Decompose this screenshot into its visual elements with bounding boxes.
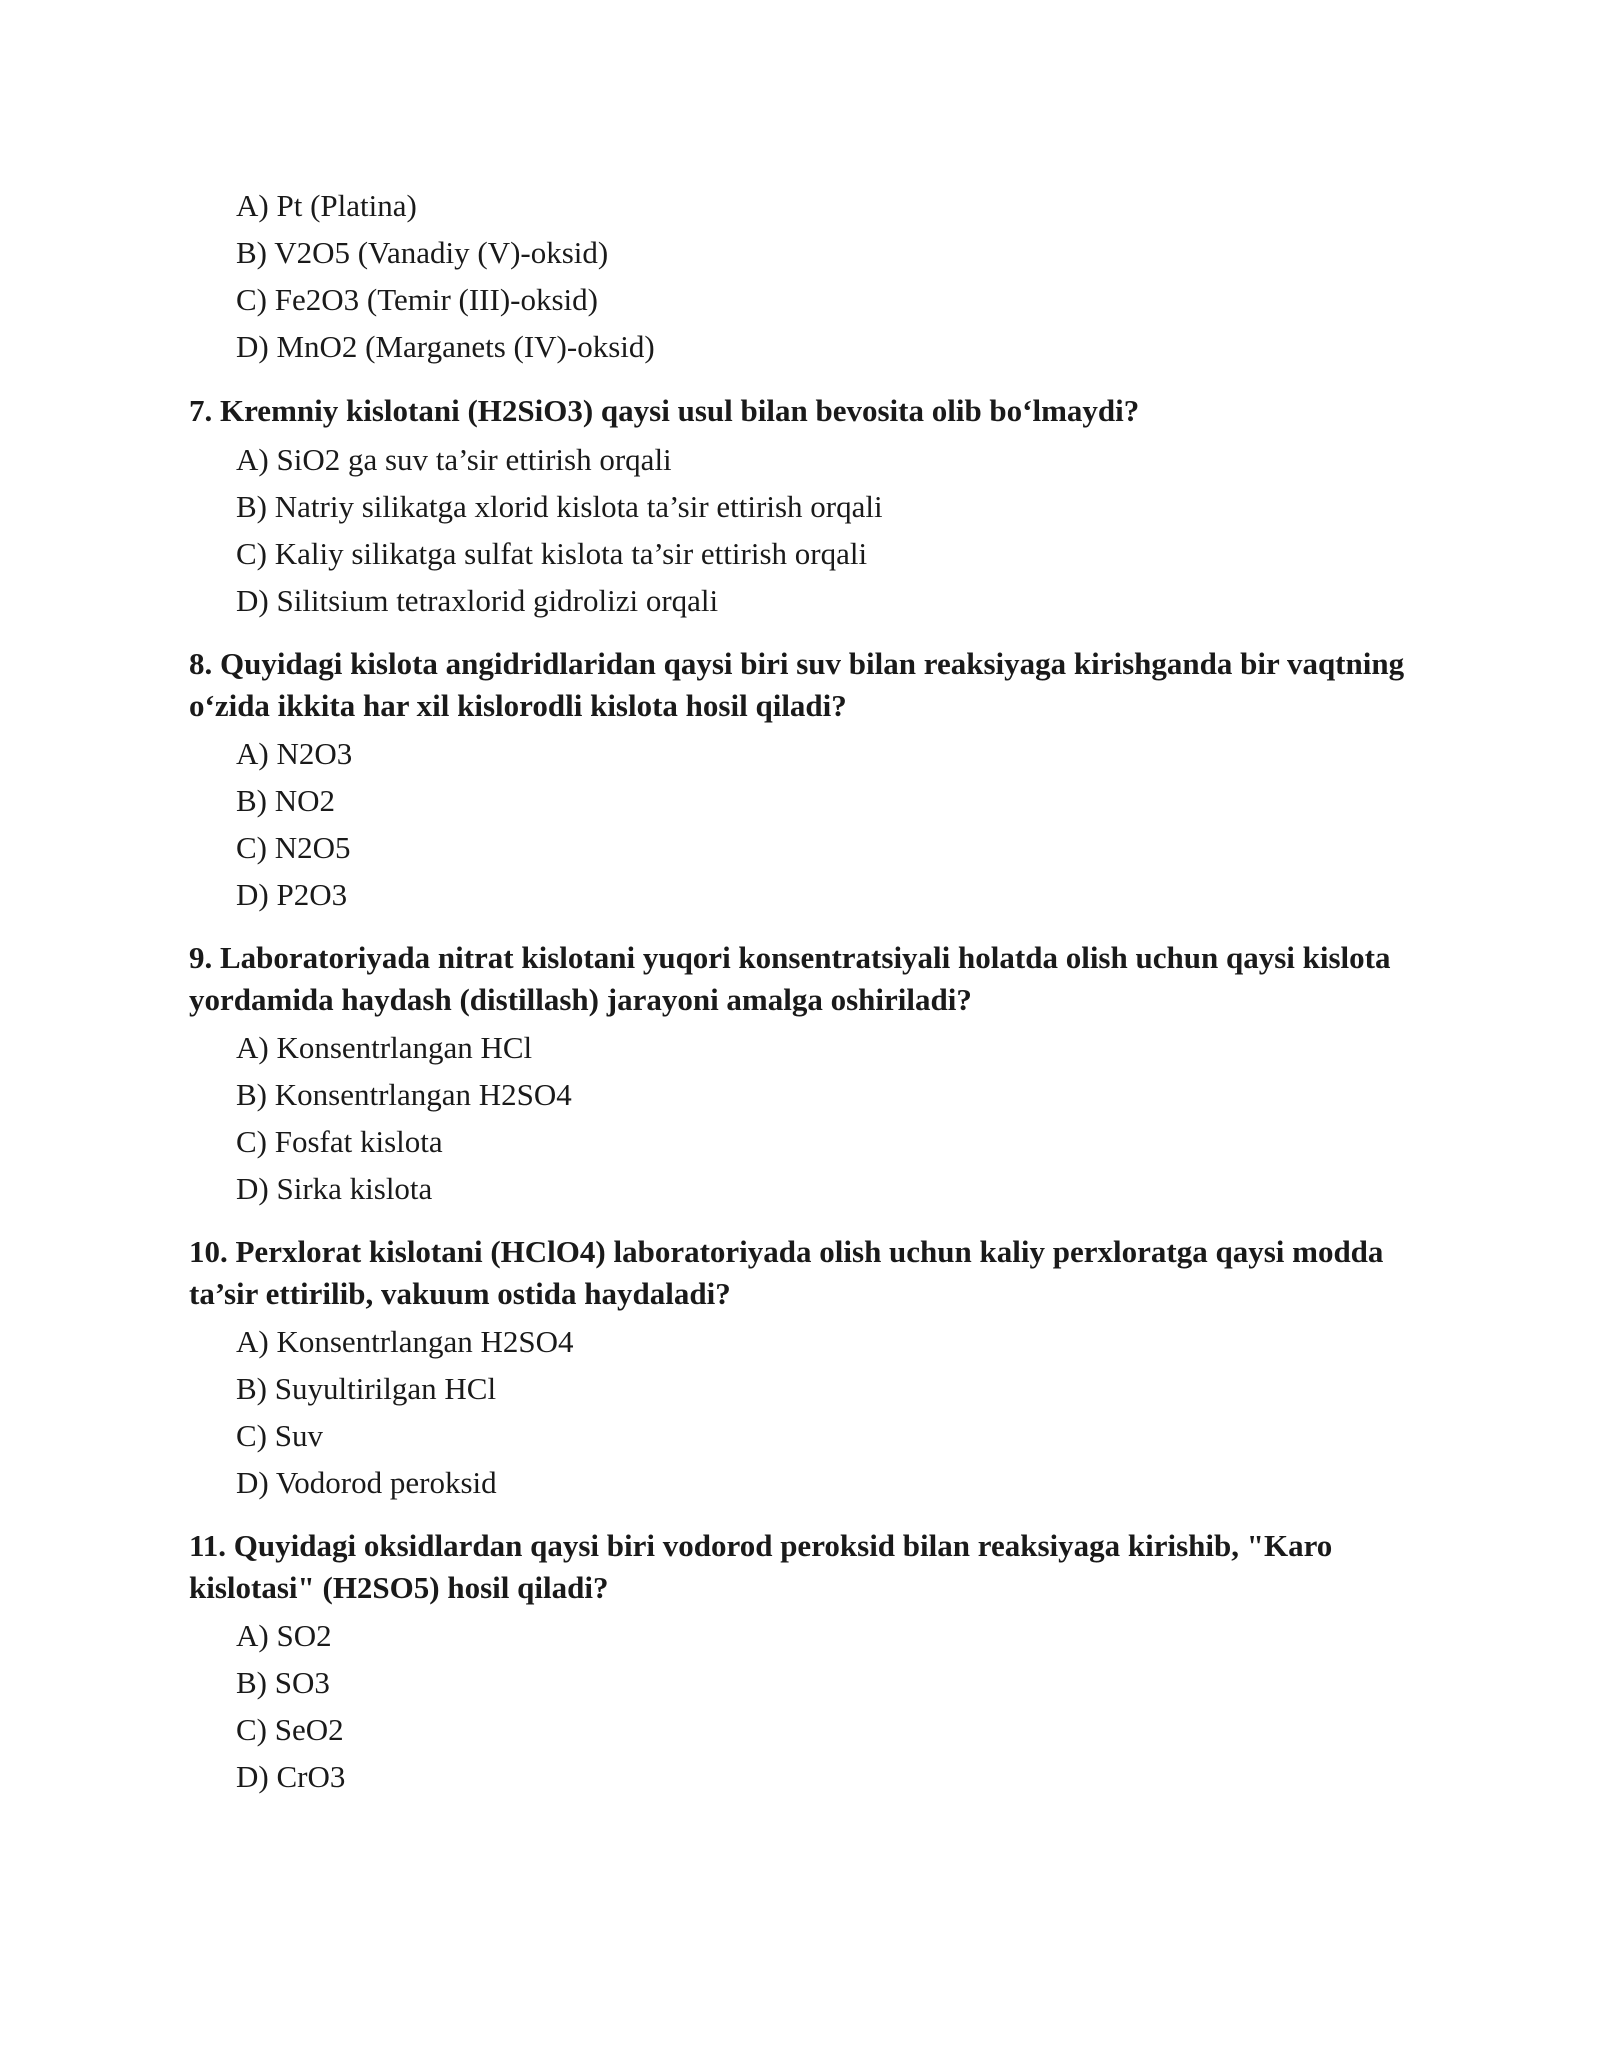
question-9-option-d: D) Sirka kislota [236,1171,433,1206]
option-c: C) Fe2O3 (Temir (III)-oksid) [236,282,598,317]
question-9-option-b: B) Konsentrlangan H2SO4 [236,1077,572,1112]
question-11: 11. Quyidagi oksidlardan qaysi biri vodorod peroksid bilan reaksiyaga kirishib, "Karo kislotasi" (H2SO5) hosil qiladi? [189,1528,1333,1605]
question-10-option-b: B) Suyultirilgan HCl [236,1371,497,1406]
question-9: 9. Laboratoriyada nitrat kislotani yuqori konsentratsiyali holatda olish uchun qaysi kislota yordamida haydash (distillash) jarayoni amalga oshiriladi? [189,940,1391,1017]
question-10: 10. Perxlorat kislotani (HClO4) laboratoriyada olish uchun kaliy perxloratga qaysi modda ta’sir ettirilib, vakuum ostida haydaladi? [189,1234,1384,1311]
question-9-option-c: C) Fosfat kislota [236,1124,443,1159]
question-7: 7. Kremniy kislotani (H2SiO3) qaysi usul bilan bevosita olib bo‘lmaydi? [189,393,1140,428]
question-10-option-a: A) Konsentrlangan H2SO4 [236,1324,574,1359]
question-8-option-c: C) N2O5 [236,830,351,865]
question-11-option-c: C) SeO2 [236,1712,344,1747]
question-8-option-b: B) NO2 [236,783,336,818]
option-d: D) MnO2 (Marganets (IV)-oksid) [236,329,655,364]
question-11-option-a: A) SO2 [236,1618,332,1653]
question-10-option-c: C) Suv [236,1418,323,1453]
question-7-option-c: C) Kaliy silikatga sulfat kislota ta’sir ettirish orqali [236,536,868,571]
question-9-option-a: A) Konsentrlangan HCl [236,1030,533,1065]
question-7-option-b: B) Natriy silikatga xlorid kislota ta’sir ettirish orqali [236,489,883,524]
question-7-option-a: A) SiO2 ga suv ta’sir ettirish orqali [236,442,672,477]
option-b: B) V2O5 (Vanadiy (V)-oksid) [236,235,609,270]
question-8-option-d: D) P2O3 [236,877,348,912]
option-a: A) Pt (Platina) [236,188,417,223]
question-11-option-b: B) SO3 [236,1665,330,1700]
question-8: 8. Quyidagi kislota angidridlaridan qaysi biri suv bilan reaksiyaga kirishganda bir vaqtning o‘zida ikkita har xil kislorodli kislota hosil qiladi? [189,646,1405,723]
question-11-option-d: D) CrO3 [236,1759,346,1794]
question-7-option-d: D) Silitsium tetraxlorid gidrolizi orqali [236,583,719,618]
question-8-option-a: A) N2O3 [236,736,353,771]
question-10-option-d: D) Vodorod peroksid [236,1465,497,1500]
